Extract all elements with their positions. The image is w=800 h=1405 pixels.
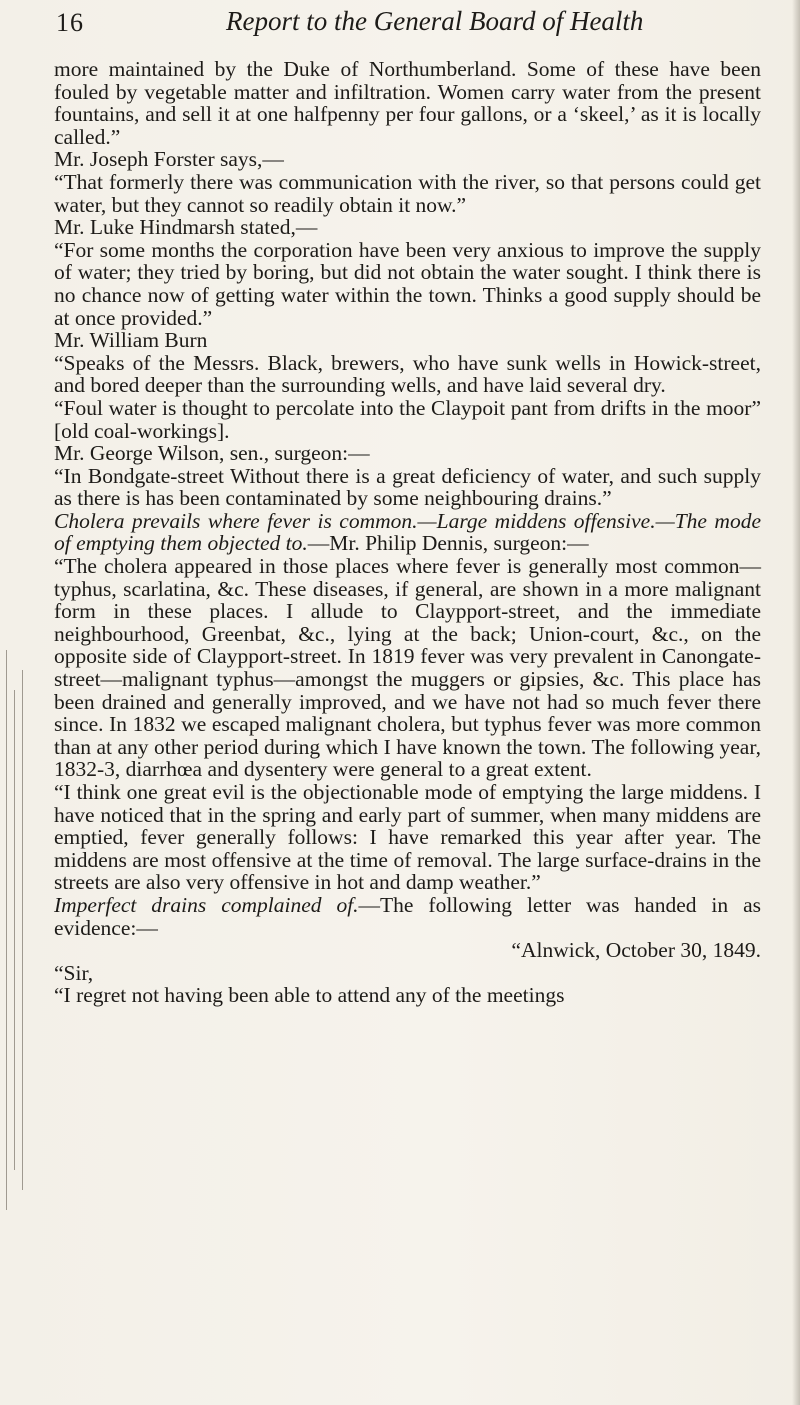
paragraph-intro: more maintained by the Duke of Northumberland. Some of these have been fouled by vegetable matter and infiltration. Women carry water from the present fountains, and sell it at one halfpenny per four gallons, or a ‘skeel,’ as it is locally called.” xyxy=(54,57,761,149)
speaker-wilson: Mr. George Wilson, sen., surgeon:— xyxy=(54,441,370,466)
quote-hindmarsh: “For some months the corporation have been very anxious to improve the supply of water; they tried by boring, but did not obtain the water sought. I think there is no chance now of getting water within the town. Thinks a good supply should be at once provided.” xyxy=(54,237,761,330)
speaker-burn: Mr. William Burn xyxy=(54,328,208,353)
letter-dateline: “Alnwick, October 30, 1849. xyxy=(511,938,761,963)
page-header xyxy=(56,6,756,46)
drains-heading-rest: —The following letter was handed in as evidence:— xyxy=(54,892,761,940)
page-number: 16 xyxy=(56,8,84,37)
quote-dennis: “The cholera appeared in those places where fever is generally most common—typhus, scarlatina, &c. These diseases, if general, are shown in a more malignant form in these places. I allude to Claypport-street, and the immediate neighbourhood, Greenbat, &c., lying at the back; Union-court, &c., on the opposite side of Claypport-street. In 1819 fever was very prevalent in Canongate-street—malignant typhus—amongst the muggers or gipsies, &c. This place has been drained and generally improved, and we have not had so much fever there since. In 1832 we escaped malignant cholera, but typhus fever was more common than at any other period during which I have known the town. The following year, 1832-3, diarrhœa and dysentery were general to a great extent. xyxy=(54,554,761,782)
drains-heading-italic: Imperfect drains complained of. xyxy=(54,892,359,917)
cholera-heading-rest: —Mr. Philip Dennis, surgeon:— xyxy=(307,531,589,556)
section-heading-cholera xyxy=(54,510,761,555)
binding-marks xyxy=(0,650,40,1210)
letter-first-line: “I regret not having been able to attend any of the meetings xyxy=(54,983,565,1008)
running-title: Report to the General Board of Health xyxy=(226,6,644,36)
section-heading-drains xyxy=(54,894,761,939)
quote-burn: “Speaks of the Messrs. Black, brewers, who have sunk wells in Howick-street, and bored deeper than the surrounding wells, and have laid several dry. xyxy=(54,350,761,398)
speaker-hindmarsh: Mr. Luke Hindmarsh stated,— xyxy=(54,215,318,240)
speaker-forster: Mr. Joseph Forster says,— xyxy=(54,147,284,172)
page-edge-shadow xyxy=(792,0,800,1405)
page-body xyxy=(54,58,761,1007)
quote-forster: “That formerly there was communication with the river, so that persons could get water, but they cannot so readily obtain it now.” xyxy=(54,169,761,217)
quote-dennis-continued: “I think one great evil is the objectionable mode of emptying the large middens. I have noticed that in the spring and early part of summer, when many middens are emptied, fever generally follows: I have remarked this year after year. The middens are most offensive at the time of removal. The large surface-drains in the streets are also very offensive in hot and damp weather.” xyxy=(54,780,761,895)
cholera-heading-italic: Cholera prevails where fever is common.—Large middens offensive.—The mode of emptying them objected to. xyxy=(54,508,761,556)
letter-salutation: “Sir, xyxy=(54,960,94,985)
quote-wilson: “In Bondgate-street Without there is a great deficiency of water, and such supply as there is has been contaminated by some neighbouring drains.” xyxy=(54,463,761,511)
quote-burn-continued: “Foul water is thought to percolate into the Claypoit pant from drifts in the moor” [old coal-workings]. xyxy=(54,395,761,443)
